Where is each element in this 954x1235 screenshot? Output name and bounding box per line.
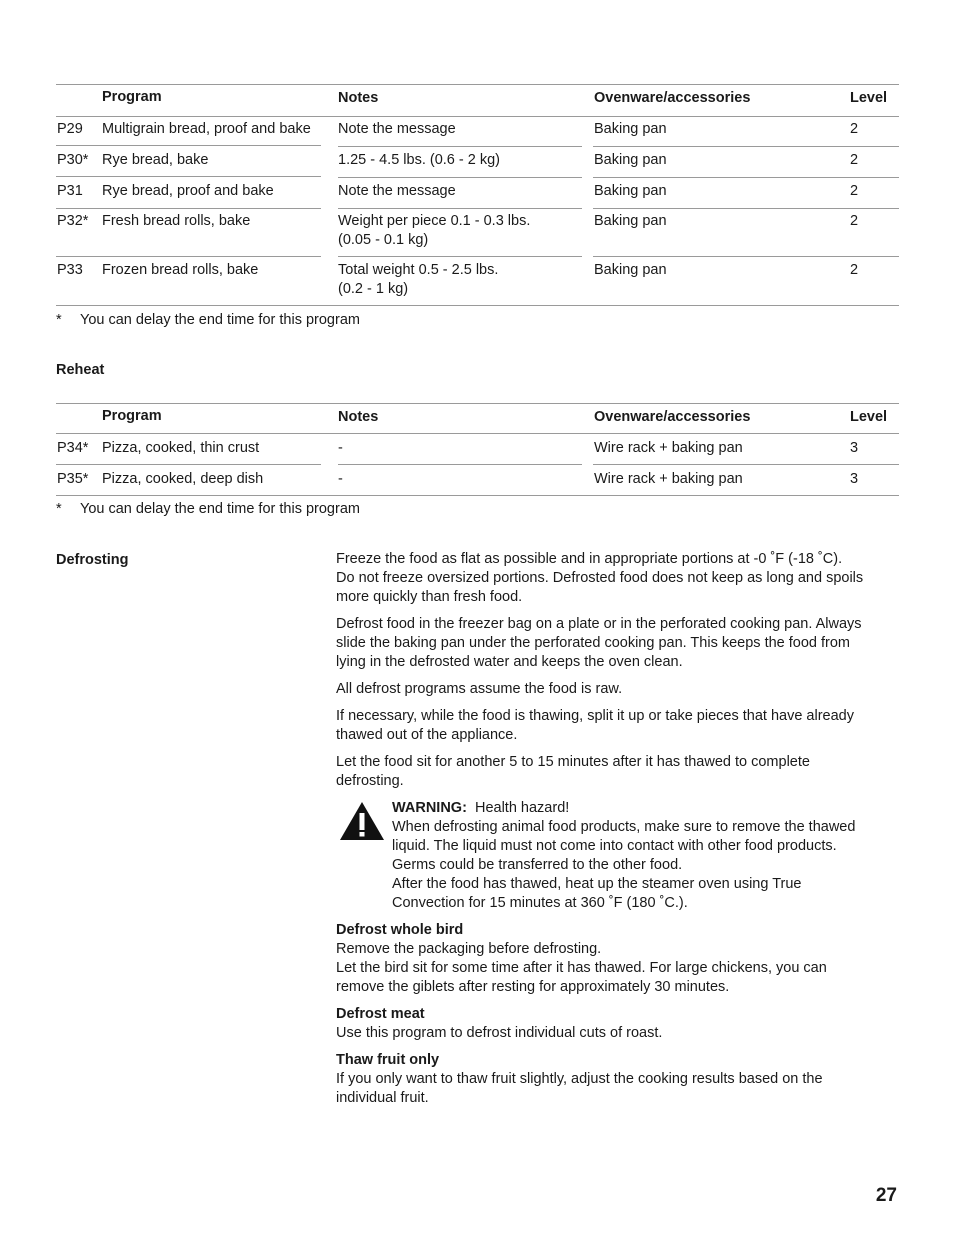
text-line: Let the food sit for another 5 to 15 minutes after it has thawed to complete	[336, 754, 810, 770]
program-notes: Note the message	[338, 183, 456, 199]
text-line: defrosting.	[336, 773, 404, 789]
header-level: Level	[850, 409, 888, 425]
program-ovenware: Baking pan	[594, 213, 667, 229]
program-ovenware: Wire rack + baking pan	[594, 440, 743, 456]
text-line: All defrost programs assume the food is raw.	[336, 681, 623, 697]
table-bottom-rule	[56, 305, 899, 306]
table-top-rule	[56, 403, 899, 404]
row-divider	[338, 464, 582, 465]
program-code: P31	[57, 183, 83, 199]
paragraph	[336, 753, 896, 791]
header-program: Program	[102, 408, 162, 424]
paragraph	[336, 615, 896, 672]
row-divider	[56, 256, 321, 257]
program-level: 3	[850, 440, 859, 456]
row-divider	[593, 464, 899, 465]
program-level: 2	[850, 262, 859, 278]
footnote-asterisk: *	[56, 312, 62, 328]
program-notes: Total weight 0.5 - 2.5 lbs.	[338, 262, 499, 278]
program-name: Frozen bread rolls, bake	[102, 262, 259, 278]
row-divider	[593, 177, 899, 178]
subsection-defrost-whole-bird	[336, 921, 896, 997]
text-line: individual fruit.	[336, 1090, 429, 1106]
header-rule	[56, 116, 899, 117]
program-name: Rye bread, proof and bake	[102, 183, 274, 199]
program-ovenware: Baking pan	[594, 121, 667, 137]
paragraph	[336, 680, 896, 699]
section-title-reheat: Reheat	[56, 362, 105, 378]
warning-heading: Health hazard!	[474, 800, 570, 816]
program-level: 2	[850, 152, 859, 168]
text-line: Defrost food in the freezer bag on a plate or in the perforated cooking pan. Always	[336, 616, 862, 632]
header-program: Program	[102, 89, 162, 105]
text-line: Freeze the food as flat as possible and in appropriate portions at -0 ˚F (-18 ˚C).	[336, 551, 843, 567]
bread-programs-table	[56, 84, 899, 306]
table-bottom-rule	[56, 495, 899, 496]
program-notes: 1.25 - 4.5 lbs. (0.6 - 2 kg)	[338, 152, 500, 168]
program-name: Fresh bread rolls, bake	[102, 213, 251, 229]
header-ovenware: Ovenware/accessories	[594, 409, 751, 425]
table-top-rule	[56, 84, 899, 85]
warning-heading-line	[392, 799, 896, 818]
header-notes: Notes	[338, 90, 379, 106]
text-line: Remove the packaging before defrosting.	[336, 941, 602, 957]
row-divider	[338, 256, 582, 257]
row-divider	[593, 208, 899, 209]
program-notes: Weight per piece 0.1 - 0.3 lbs.	[338, 213, 531, 229]
warning-line: Convection for 15 minutes at 360 ˚F (180 ˚C.).	[392, 895, 688, 911]
text-line: lying in the defrosted water and keeps the oven clean.	[336, 654, 683, 670]
text-line: If you only want to thaw fruit slightly, adjust the cooking results based on the	[336, 1071, 823, 1087]
row-divider	[338, 177, 582, 178]
header-ovenware: Ovenware/accessories	[594, 90, 751, 106]
header-level: Level	[850, 90, 888, 106]
header-notes: Notes	[338, 409, 379, 425]
program-code: P29	[57, 121, 83, 137]
program-ovenware: Baking pan	[594, 183, 667, 199]
program-notes-line2: (0.2 - 1 kg)	[338, 281, 409, 297]
text-line: thawed out of the appliance.	[336, 727, 518, 743]
defrosting-body	[336, 550, 896, 1116]
program-name: Rye bread, bake	[102, 152, 209, 168]
text-line: slide the baking pan under the perforated cooking pan. This keeps the food from	[336, 635, 851, 651]
row-divider	[56, 145, 321, 146]
warning-triangle-icon	[339, 801, 385, 841]
text-line: Use this program to defrost individual cuts of roast.	[336, 1025, 663, 1041]
program-level: 2	[850, 183, 859, 199]
text-line: remove the giblets after resting for approximately 30 minutes.	[336, 979, 730, 995]
row-divider	[56, 464, 321, 465]
program-ovenware: Wire rack + baking pan	[594, 471, 743, 487]
warning-line: When defrosting animal food products, make sure to remove the thawed	[392, 819, 856, 835]
warning-line: After the food has thawed, heat up the steamer oven using True	[392, 876, 802, 892]
row-divider	[593, 146, 899, 147]
warning-line: Germs could be transferred to the other food.	[392, 857, 683, 873]
program-code: P33	[57, 262, 83, 278]
header-rule	[56, 433, 899, 434]
warning-line: liquid. The liquid must not come into contact with other food products.	[392, 838, 837, 854]
program-code: P30*	[57, 152, 89, 168]
row-divider	[338, 208, 582, 209]
program-notes: -	[338, 471, 343, 487]
text-line: If necessary, while the food is thawing, split it up or take pieces that have already	[336, 708, 854, 724]
footnote-text: You can delay the end time for this program	[80, 501, 360, 517]
program-notes: Note the message	[338, 121, 456, 137]
subsection-title: Defrost meat	[336, 1006, 425, 1022]
program-code: P34*	[57, 440, 89, 456]
program-notes-line2: (0.05 - 0.1 kg)	[338, 232, 429, 248]
row-divider	[593, 256, 899, 257]
section-title-defrosting: Defrosting	[56, 552, 129, 568]
program-ovenware: Baking pan	[594, 262, 667, 278]
warning-label: WARNING:	[392, 800, 467, 816]
row-divider	[338, 146, 582, 147]
text-line: Do not freeze oversized portions. Defrosted food does not keep as long and spoils	[336, 570, 864, 586]
program-code: P32*	[57, 213, 89, 229]
program-level: 3	[850, 471, 859, 487]
reheat-programs-table	[56, 403, 899, 496]
program-name: Multigrain bread, proof and bake	[102, 121, 311, 137]
program-code: P35*	[57, 471, 89, 487]
page-number: 27	[875, 1185, 897, 1206]
program-level: 2	[850, 121, 859, 137]
program-notes: -	[338, 440, 343, 456]
subsection-thaw-fruit-only	[336, 1051, 896, 1108]
program-name: Pizza, cooked, thin crust	[102, 440, 260, 456]
footnote-text: You can delay the end time for this program	[80, 312, 360, 328]
footnote-asterisk: *	[56, 501, 62, 517]
program-name: Pizza, cooked, deep dish	[102, 471, 264, 487]
program-ovenware: Baking pan	[594, 152, 667, 168]
subsection-title: Thaw fruit only	[336, 1052, 440, 1068]
warning-notice	[336, 799, 896, 913]
row-divider	[56, 176, 321, 177]
text-line: Let the bird sit for some time after it has thawed. For large chickens, you can	[336, 960, 827, 976]
program-level: 2	[850, 213, 859, 229]
paragraph	[336, 550, 896, 607]
subsection-title: Defrost whole bird	[336, 922, 464, 938]
paragraph	[336, 707, 896, 745]
row-divider	[56, 208, 321, 209]
subsection-defrost-meat	[336, 1005, 896, 1043]
text-line: more quickly than fresh food.	[336, 589, 523, 605]
